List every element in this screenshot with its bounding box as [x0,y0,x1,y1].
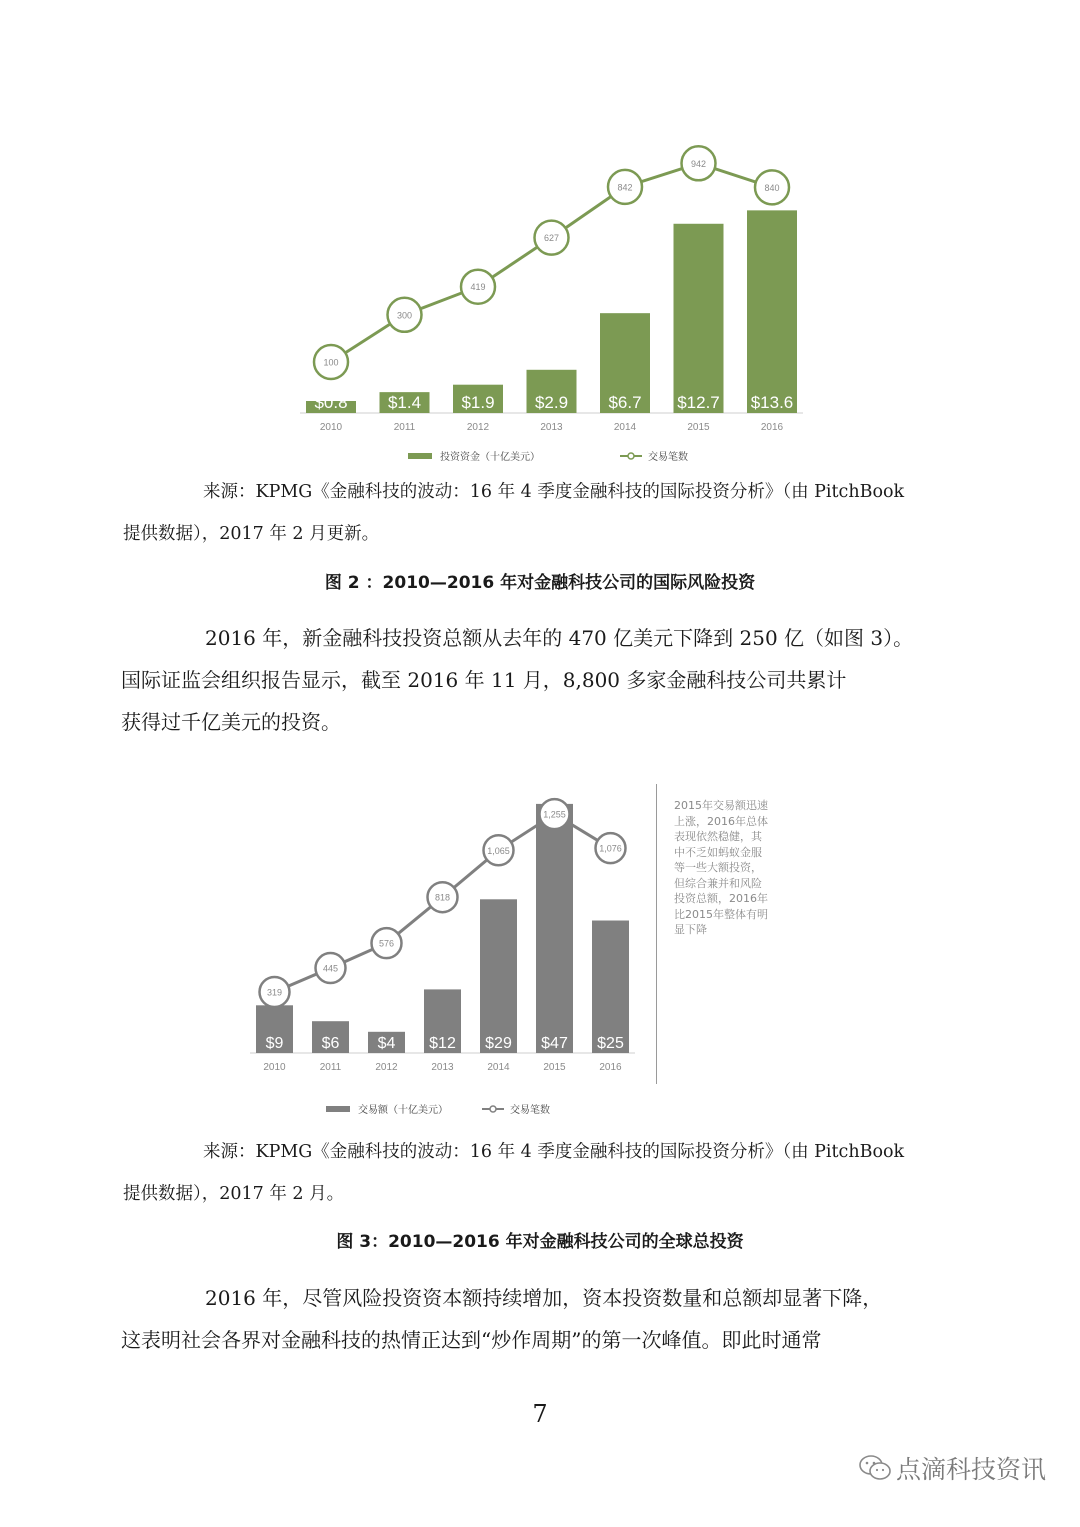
x-tick-label: 2012 [466,422,490,433]
line-point-label: 300 [396,310,413,321]
bar-value-label: $6.7 [608,393,642,412]
line-point-label: 840 [764,182,780,193]
annotation-line: 显下降 [674,923,707,936]
annotation-line: 等一些大额投资， [674,861,762,874]
line-point-label: 842 [617,182,633,193]
x-tick-label: 2014 [613,422,637,433]
bar [592,921,629,1054]
figure-caption-3: 图 3：2010—2016 年对金融科技公司的全球总投资 [336,1232,744,1252]
chart-annotation-text [674,798,784,938]
line-point-label: 1,065 [487,845,510,856]
bar-value-label: $12 [429,1035,456,1052]
bar-value-label: $1.9 [461,393,495,412]
x-tick-label: 2011 [319,1062,342,1073]
text-line: 国际证监会组织报告显示，截至 2016 年 11 月，8,800 多家金融科技公司共累计 [121,668,847,692]
text-line: 2016 年，新金融科技投资总额从去年的 470 亿美元下降到 250 亿（如图 3）。 [205,626,914,650]
bar [674,224,724,413]
bar-value-label: $4 [377,1035,396,1052]
watermark [858,1450,1046,1486]
bar-value-label: $47 [541,1035,568,1052]
legend-swatch-point [490,1106,496,1112]
figure-caption-2: 图 2 ：2010—2016 年对金融科技公司的国际风险投资 [324,573,756,593]
line-point-label: 942 [690,158,707,169]
bar-value-label: $12.7 [677,393,720,412]
x-tick-label: 2013 [540,422,563,433]
chart-fig3 [230,780,650,1120]
annotation-line: 表现依然稳健，其 [674,830,762,843]
legend-label: 投资资金（十亿美元） [440,452,540,463]
line-point-label: 1,076 [599,843,622,854]
x-tick-label: 2015 [543,1062,566,1073]
body-paragraph-1 [121,617,919,743]
annotation-line: 投资总额，2016年 [674,892,768,905]
source-line: 来源：KPMG《金融科技的波动：16 年 4 季度金融科技的国际投资分析》（由 PitchBook [203,1142,905,1162]
x-tick-label: 2015 [687,422,710,433]
chart-fig2 [290,140,830,470]
source-line: 来源：KPMG《金融科技的波动：16 年 4 季度金融科技的国际投资分析》（由 PitchBook [203,482,905,502]
x-tick-label: 2011 [393,422,416,433]
body-paragraph-2 [121,1277,919,1361]
x-tick-label: 2010 [263,1062,286,1073]
x-tick-label: 2014 [487,1062,510,1073]
legend-swatch-point [628,453,634,459]
bar-value-label: $25 [597,1035,624,1052]
bar-value-label: $6 [321,1035,340,1052]
bar-value-label: $0.8 [314,393,348,412]
line-point-label: 818 [434,892,451,903]
x-tick-label: 2010 [319,422,343,433]
x-tick-label: 2013 [431,1062,454,1073]
x-tick-label: 2016 [760,422,784,433]
source-line: 提供数据），2017 年 2 月更新。 [123,524,380,544]
line-point-label: 627 [543,233,560,244]
bar-value-label: $2.9 [534,393,569,412]
annotation-line: 比2015年整体有明 [674,907,768,921]
bar [480,899,517,1053]
text-line: 这表明社会各界对金融科技的热情正达到“炒作周期”的第一次峰值。即此时通常 [121,1328,822,1352]
line-point-label: 445 [322,963,339,974]
line-point-label: 319 [266,987,283,998]
bar [747,210,797,413]
legend-swatch-bar [326,1106,350,1112]
line-point-label: 576 [378,938,395,949]
bar-value-label: $29 [485,1035,512,1052]
line-point-label: 1,255 [543,809,566,820]
wechat-icon [858,1454,892,1482]
text-line: 获得过千亿美元的投资。 [121,710,341,734]
source-line: 提供数据），2017 年 2 月。 [123,1184,345,1204]
annotation-line: 但综合兼并和风险 [674,876,762,890]
line-point-label: 419 [470,282,486,293]
page-number: 7 [532,1400,548,1428]
annotation-line: 中不乏如蚂蚁金服 [674,845,762,859]
bar-value-label: $13.6 [750,393,794,412]
bar-value-label: $1.4 [387,393,422,412]
line-point-label: 100 [323,357,339,368]
source-note-fig2 [123,471,923,555]
annotation-line: 2015年交易额迅速 [674,799,768,812]
bar [536,804,573,1053]
x-tick-label: 2012 [375,1062,398,1073]
legend-label: 交易笔数 [648,452,688,463]
text-line: 2016 年，尽管风险投资资本额持续增加，资本投资数量和总额却显著下降， [205,1286,883,1310]
chart-annotation-box [656,784,785,1084]
watermark-text: 点滴科技资讯 [895,1455,1046,1484]
bar-value-label: $9 [265,1035,284,1052]
source-note-fig3 [123,1131,923,1215]
x-tick-label: 2016 [599,1062,622,1073]
annotation-line: 上涨，2016年总体 [674,814,768,828]
legend-swatch-bar [408,453,432,459]
legend-label: 交易额（十亿美元） [358,1105,448,1116]
legend-label: 交易笔数 [510,1105,550,1116]
